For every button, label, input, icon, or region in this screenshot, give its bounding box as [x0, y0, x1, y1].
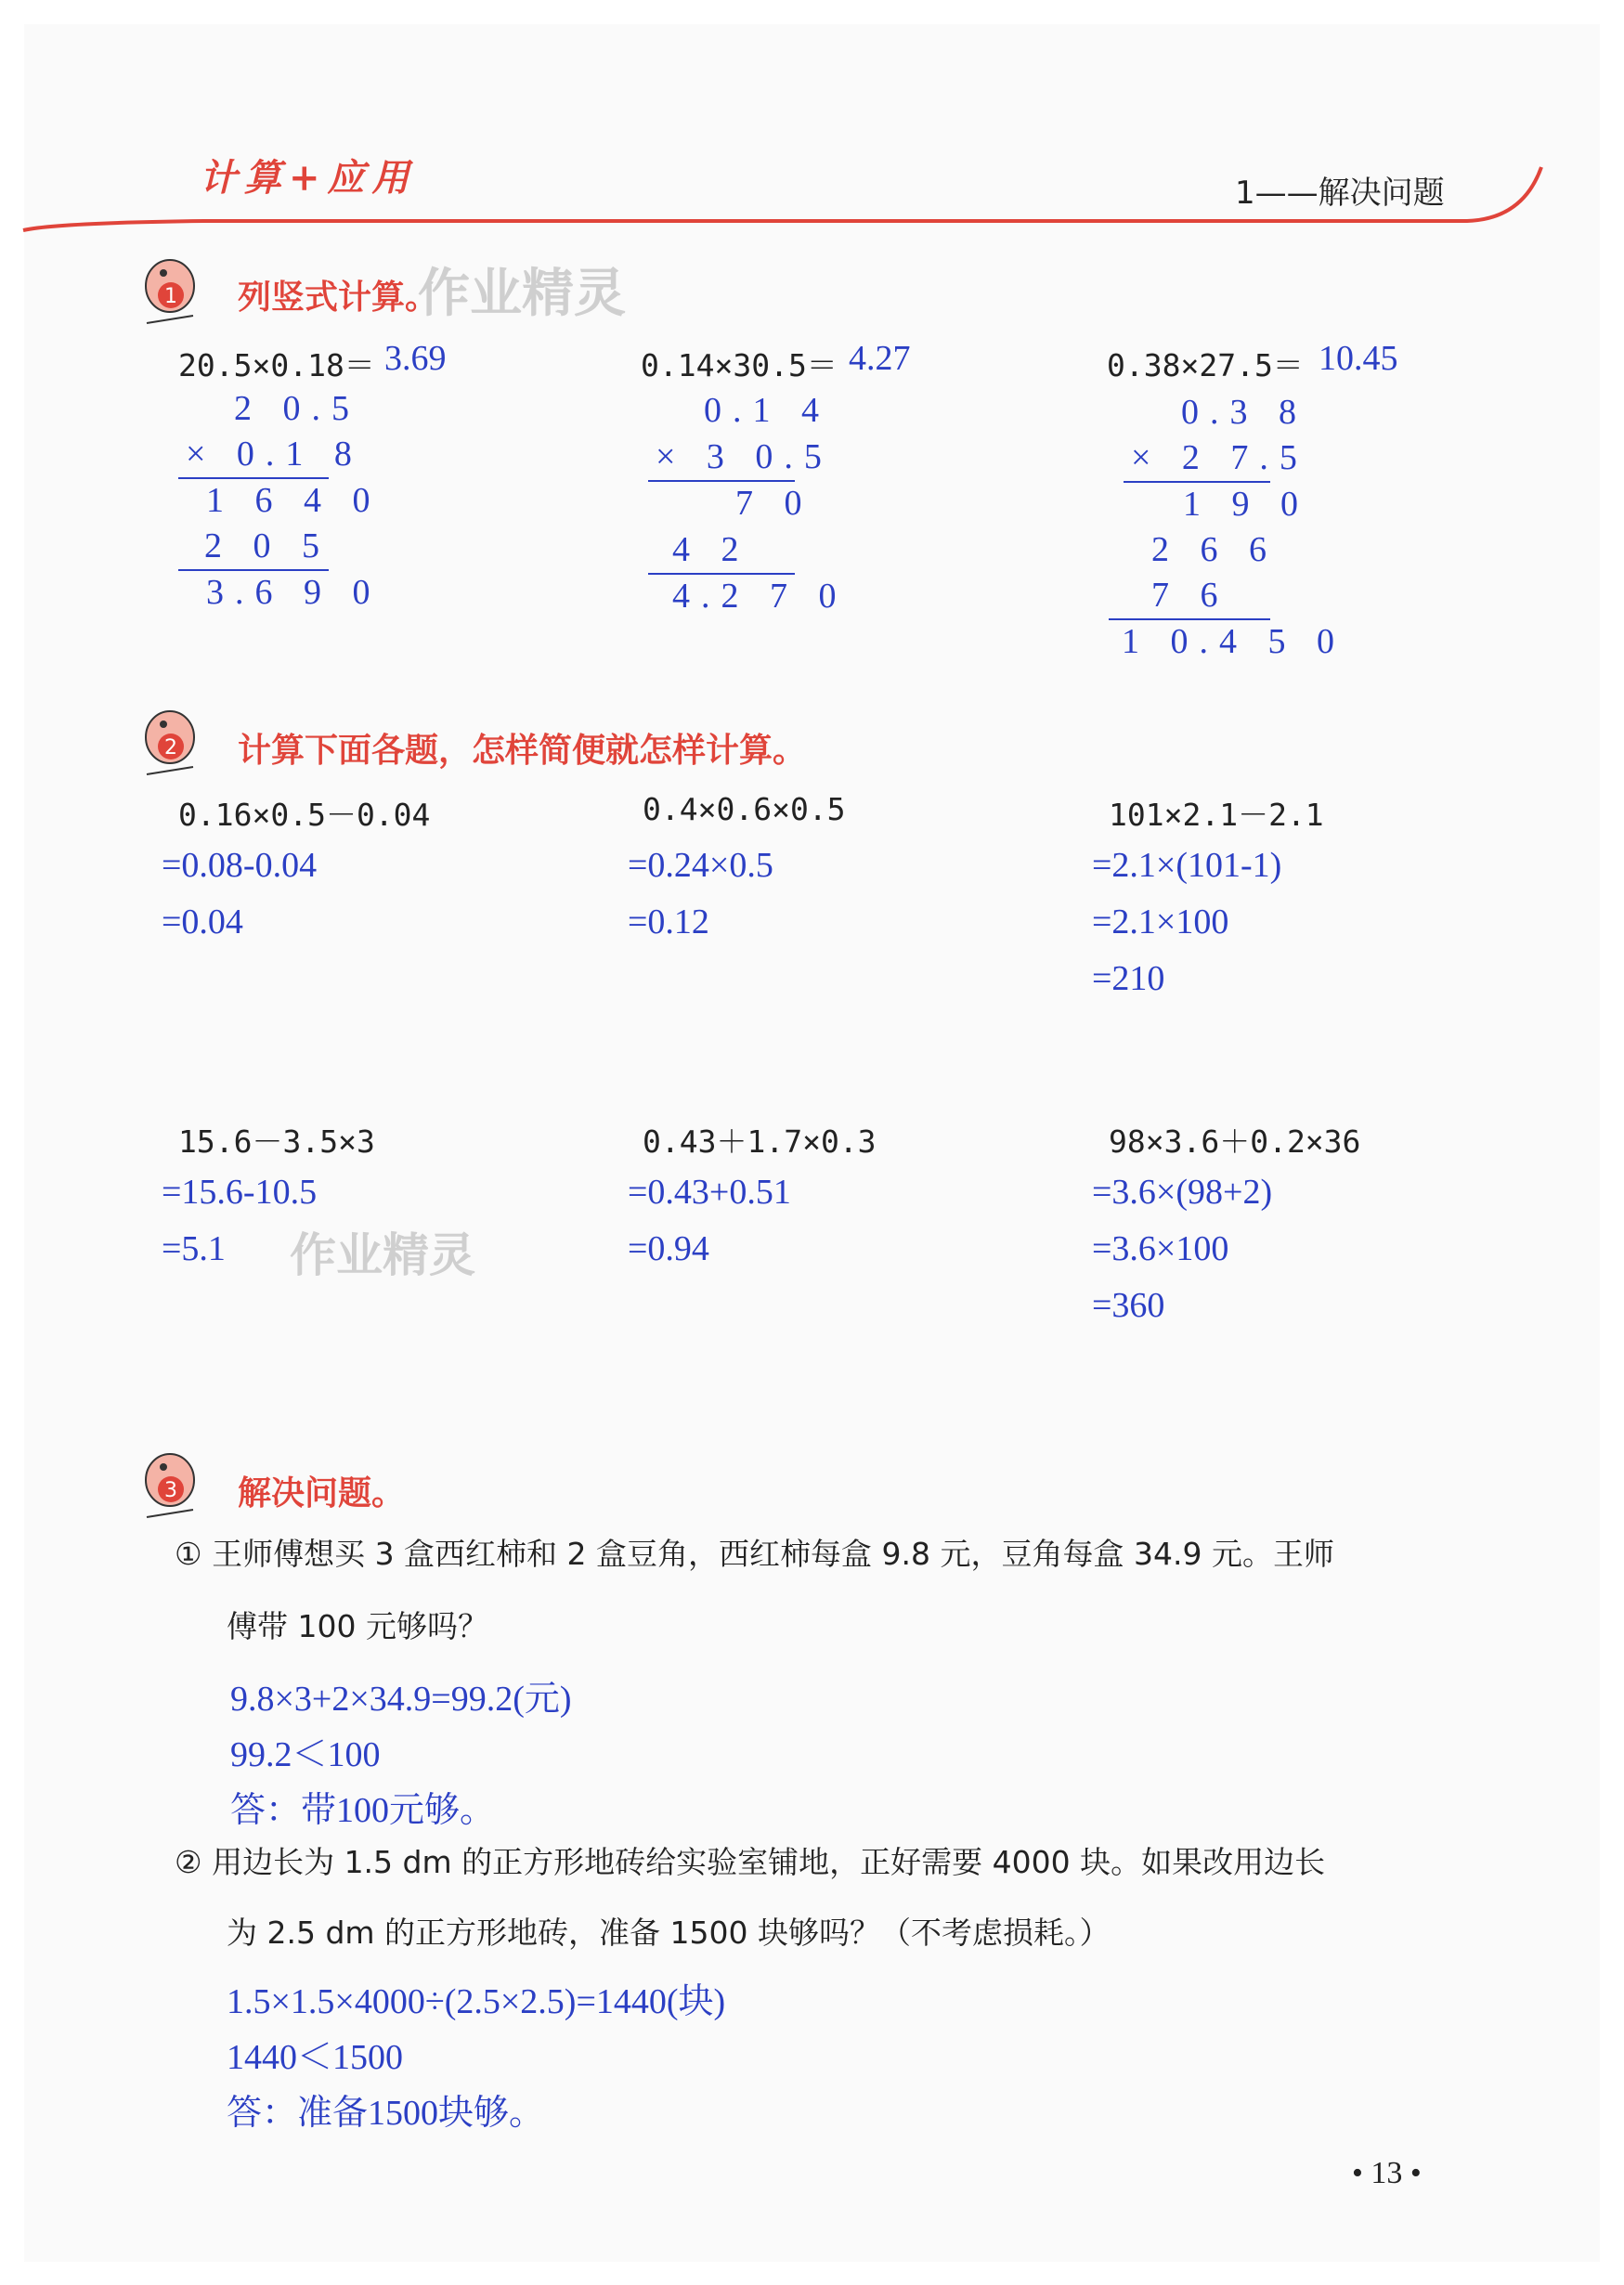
- s1-p3-line5: 7 6: [1151, 576, 1229, 615]
- s1-p1-rule1: [178, 477, 329, 479]
- s3-q1-line1: ① 王师傅想买 3 盒西红柿和 2 盒豆角，西红柿每盒 9.8 元，豆角每盒 34.9 元。王师: [175, 1536, 1334, 1572]
- section-2-number: 2: [164, 736, 177, 760]
- s1-p2-rule2: [648, 573, 795, 575]
- s2-p5-step2: =0.94: [628, 1229, 709, 1268]
- s1-p3-expr: 0.38×27.5＝: [1107, 347, 1304, 383]
- bird-icon-1: [137, 251, 202, 334]
- s2-p4-step1: =15.6-10.5: [162, 1173, 318, 1212]
- s1-p3-line1: 0.3 8: [1181, 393, 1307, 432]
- s2-p2-expr: 0.4×0.6×0.5: [643, 791, 846, 827]
- s3-q2-line2: 为 2.5 dm 的正方形地砖，准备 1500 块够吗？（不考虑损耗。）: [227, 1915, 1111, 1951]
- s2-p3-expr: 101×2.1－2.1: [1109, 797, 1324, 833]
- s1-p3-line6: 1 0.4 5 0: [1122, 622, 1345, 661]
- s2-p3-step3: =210: [1092, 959, 1165, 998]
- s3-q2-answer1: 1.5×1.5×4000÷(2.5×2.5)=1440(块): [227, 1982, 726, 2021]
- s3-q1-answer3: 答：带100元够。: [230, 1791, 496, 1830]
- s1-p2-expr: 0.14×30.5＝: [641, 347, 838, 383]
- section-1-number: 1: [164, 285, 177, 308]
- s2-p4-step2: =5.1: [162, 1229, 226, 1268]
- s1-p1-line2: × 0.1 8: [186, 435, 363, 474]
- s2-p6-step1: =3.6×(98+2): [1092, 1173, 1273, 1212]
- s3-q1-line2: 傅带 100 元够吗？: [227, 1608, 488, 1644]
- s1-p2-line5: 4.2 7 0: [672, 577, 848, 616]
- s2-p1-expr: 0.16×0.5－0.04: [178, 797, 431, 833]
- header-left-title: 计算+应用: [200, 156, 417, 200]
- s1-p2-answer: 4.27: [849, 339, 911, 378]
- s2-p1-step1: =0.08-0.04: [162, 846, 318, 885]
- s1-p1-line4: 2 0 5: [204, 526, 331, 565]
- s3-q2-line1: ② 用边长为 1.5 dm 的正方形地砖给实验室铺地，正好需要 4000 块。如果改用边长: [175, 1844, 1326, 1880]
- s1-p3-rule1: [1124, 481, 1270, 483]
- s1-p2-line2: × 3 0.5: [656, 437, 833, 476]
- s2-p6-step3: =360: [1092, 1286, 1165, 1325]
- s2-p3-step2: =2.1×100: [1092, 902, 1229, 941]
- watermark-2: 作业精灵: [290, 1228, 475, 1282]
- watermark-1: 作业精灵: [418, 264, 626, 324]
- bird-icon-2: [137, 702, 202, 785]
- s1-p1-answer: 3.69: [384, 339, 447, 378]
- s2-p5-step1: =0.43+0.51: [628, 1173, 791, 1212]
- page-number: • 13 •: [1352, 2156, 1422, 2190]
- s3-q1-answer1: 9.8×3+2×34.9=99.2(元): [230, 1680, 572, 1719]
- section-1-title: 列竖式计算。: [238, 279, 439, 317]
- bird-icon-3: [137, 1445, 202, 1528]
- s1-p2-rule1: [648, 480, 795, 482]
- s1-p1-expr: 20.5×0.18＝: [178, 347, 375, 383]
- s1-p3-rule2: [1109, 618, 1270, 620]
- s2-p5-expr: 0.43＋1.7×0.3: [643, 1123, 877, 1160]
- section-3-number: 3: [164, 1479, 177, 1502]
- s3-q2-answer3: 答：准备1500块够。: [227, 2094, 545, 2133]
- s2-p6-expr: 98×3.6＋0.2×36: [1109, 1123, 1361, 1160]
- s1-p2-line4: 4 2: [672, 530, 750, 569]
- s1-p3-line2: × 2 7.5: [1131, 438, 1308, 477]
- header-right-title: 1——解决问题: [1235, 175, 1445, 212]
- s2-p3-step1: =2.1×(101-1): [1092, 846, 1282, 885]
- s2-p4-expr: 15.6－3.5×3: [178, 1123, 375, 1160]
- s1-p3-line3: 1 9 0: [1183, 485, 1309, 524]
- s2-p1-step2: =0.04: [162, 902, 243, 941]
- s1-p3-line4: 2 6 6: [1151, 530, 1278, 569]
- section-3-title: 解决问题。: [238, 1474, 406, 1513]
- s1-p2-line3: 7 0: [735, 484, 813, 523]
- s1-p2-line1: 0.1 4: [704, 391, 830, 430]
- s1-p1-line5: 3.6 9 0: [206, 573, 382, 612]
- s2-p2-step2: =0.12: [628, 902, 709, 941]
- section-2-title: 计算下面各题，怎样简便就怎样计算。: [238, 732, 807, 770]
- s1-p3-answer: 10.45: [1319, 339, 1398, 378]
- s1-p1-rule2: [178, 569, 329, 571]
- s3-q1-answer2: 99.2＜100: [230, 1735, 381, 1774]
- header-divider-curve: [19, 158, 1560, 241]
- s1-p1-line1: 2 0.5: [234, 389, 360, 428]
- s2-p2-step1: =0.24×0.5: [628, 846, 773, 885]
- s3-q2-answer2: 1440＜1500: [227, 2038, 404, 2077]
- s2-p6-step2: =3.6×100: [1092, 1229, 1229, 1268]
- s1-p1-line3: 1 6 4 0: [206, 481, 382, 520]
